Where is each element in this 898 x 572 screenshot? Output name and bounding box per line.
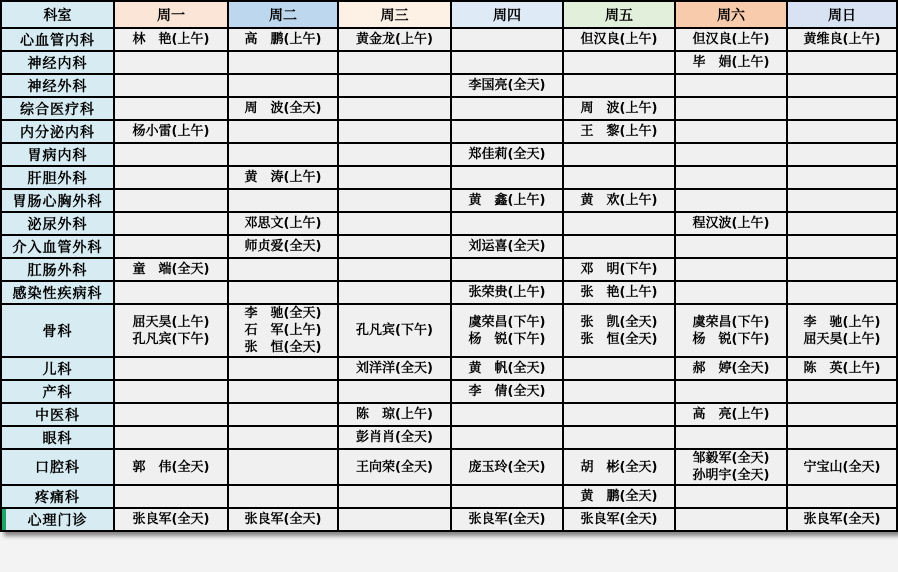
schedule-cell-7-1[interactable] bbox=[114, 189, 228, 212]
schedule-cell-4-4[interactable] bbox=[451, 120, 563, 143]
day-header-6[interactable]: 周六 bbox=[675, 1, 787, 28]
department-cell-11: 感染性疾病科 bbox=[1, 281, 114, 304]
schedule-cell-19-6[interactable] bbox=[675, 508, 787, 531]
schedule-cell-0-6[interactable] bbox=[675, 28, 787, 51]
schedule-entry: 刘洋洋(全天) bbox=[356, 361, 433, 376]
schedule-cell-0-4[interactable] bbox=[451, 28, 563, 51]
schedule-cell-13-2[interactable] bbox=[228, 357, 338, 380]
schedule-cell-13-6[interactable] bbox=[675, 357, 787, 380]
department-cell-0: 心血管内科 bbox=[1, 28, 114, 51]
schedule-cell-1-4[interactable] bbox=[451, 51, 563, 74]
schedule-cell-1-1[interactable] bbox=[114, 51, 228, 74]
schedule-cell-1-3[interactable] bbox=[338, 51, 451, 74]
day-header-3[interactable]: 周三 bbox=[338, 1, 451, 28]
schedule-cell-13-3[interactable] bbox=[338, 357, 451, 380]
table-row bbox=[1, 449, 897, 485]
schedule-cell-14-5[interactable] bbox=[563, 380, 675, 403]
schedule-cell-5-2[interactable] bbox=[228, 143, 338, 166]
schedule-entry: 张 艳(上午) bbox=[580, 285, 658, 300]
schedule-entry: 高 鹏(上午) bbox=[244, 32, 322, 47]
table-row bbox=[1, 281, 897, 304]
schedule-cell-15-7[interactable] bbox=[787, 403, 897, 426]
schedule-entry: 周 波(全天) bbox=[244, 101, 322, 116]
schedule-cell-13-1[interactable] bbox=[114, 357, 228, 380]
department-cell-1: 神经内科 bbox=[1, 51, 114, 74]
schedule-cell-0-2[interactable] bbox=[228, 28, 338, 51]
schedule-cell-7-7[interactable] bbox=[787, 189, 897, 212]
schedule-entry: 孔凡宾(下午) bbox=[356, 323, 433, 338]
schedule-cell-8-7[interactable] bbox=[787, 212, 897, 235]
corner-header-department: 科室 bbox=[1, 1, 114, 28]
schedule-cell-1-5[interactable] bbox=[563, 51, 675, 74]
schedule-cell-0-3[interactable] bbox=[338, 28, 451, 51]
schedule-entry: 毕 娟(上午) bbox=[692, 55, 770, 70]
table-row bbox=[1, 166, 897, 189]
schedule-cell-6-5[interactable] bbox=[563, 166, 675, 189]
schedule-entry: 李 驰(上午) bbox=[803, 314, 881, 330]
schedule-cell-5-1[interactable] bbox=[114, 143, 228, 166]
schedule-cell-14-6[interactable] bbox=[675, 380, 787, 403]
day-header-7[interactable]: 周日 bbox=[787, 1, 897, 28]
schedule-entry: 李国亮(全天) bbox=[468, 78, 546, 93]
department-cell-7: 胃肠心胸外科 bbox=[1, 189, 114, 212]
schedule-cell-4-5[interactable] bbox=[563, 120, 675, 143]
schedule-entry: 邹毅军(全天) bbox=[692, 451, 770, 466]
schedule-entry: 孙明宇(全天) bbox=[692, 468, 770, 483]
schedule-cell-11-6[interactable] bbox=[675, 281, 787, 304]
department-cell-4: 内分泌内科 bbox=[1, 120, 114, 143]
department-cell-19: 心理门诊 bbox=[1, 508, 114, 531]
schedule-cell-3-7[interactable] bbox=[787, 97, 897, 120]
schedule-cell-7-3[interactable] bbox=[338, 189, 451, 212]
schedule-entry: 程汉波(上午) bbox=[692, 216, 770, 231]
schedule-cell-19-3[interactable] bbox=[338, 508, 451, 531]
day-header-2[interactable]: 周二 bbox=[228, 1, 338, 28]
schedule-cell-13-7[interactable] bbox=[787, 357, 897, 380]
schedule-entry: 虞荣昌(下午) bbox=[468, 314, 546, 330]
table-row bbox=[1, 189, 897, 212]
schedule-cell-6-1[interactable] bbox=[114, 166, 228, 189]
schedule-entry: 张 凯(全天) bbox=[580, 314, 658, 330]
schedule-cell-5-5[interactable] bbox=[563, 143, 675, 166]
schedule-cell-2-7[interactable] bbox=[787, 74, 897, 97]
schedule-cell-18-1[interactable] bbox=[114, 485, 228, 508]
schedule-cell-4-1[interactable] bbox=[114, 120, 228, 143]
schedule-entry: 黄维良(上午) bbox=[803, 32, 881, 47]
schedule-cell-19-7[interactable] bbox=[787, 508, 897, 531]
schedule-entry: 王向荣(全天) bbox=[356, 459, 433, 475]
schedule-cell-2-3[interactable] bbox=[338, 74, 451, 97]
schedule-entry: 高 亮(上午) bbox=[692, 407, 770, 422]
schedule-entry: 周 波(上午) bbox=[580, 101, 658, 116]
day-header-5[interactable]: 周五 bbox=[563, 1, 675, 28]
schedule-cell-19-1[interactable] bbox=[114, 508, 228, 531]
table-row bbox=[1, 304, 897, 357]
schedule-cell-0-7[interactable] bbox=[787, 28, 897, 51]
schedule-entry: 彭肖肖(全天) bbox=[356, 430, 433, 445]
department-cell-9: 介入血管外科 bbox=[1, 235, 114, 258]
schedule-cell-9-4[interactable] bbox=[451, 235, 563, 258]
schedule-cell-9-7[interactable] bbox=[787, 235, 897, 258]
schedule-cell-19-4[interactable] bbox=[451, 508, 563, 531]
schedule-entry: 但汉良(上午) bbox=[580, 32, 658, 47]
schedule-entry: 杨 锐(下午) bbox=[468, 331, 546, 347]
schedule-cell-10-6[interactable] bbox=[675, 258, 787, 281]
schedule-cell-5-6[interactable] bbox=[675, 143, 787, 166]
schedule-cell-18-3[interactable] bbox=[338, 485, 451, 508]
schedule-entry: 但汉良(上午) bbox=[692, 32, 770, 47]
schedule-entry: 虞荣昌(下午) bbox=[692, 314, 770, 330]
schedule-cell-10-4[interactable] bbox=[451, 258, 563, 281]
schedule-cell-6-7[interactable] bbox=[787, 166, 897, 189]
schedule-cell-9-2[interactable] bbox=[228, 235, 338, 258]
schedule-cell-18-4[interactable] bbox=[451, 485, 563, 508]
schedule-cell-19-5[interactable] bbox=[563, 508, 675, 531]
schedule-cell-15-3[interactable] bbox=[338, 403, 451, 426]
department-cell-16: 眼科 bbox=[1, 426, 114, 449]
schedule-entry: 杨 锐(下午) bbox=[692, 331, 770, 347]
schedule-cell-16-7[interactable] bbox=[787, 426, 897, 449]
department-cell-3: 综合医疗科 bbox=[1, 97, 114, 120]
table-row bbox=[1, 357, 897, 380]
schedule-cell-17-7[interactable] bbox=[787, 449, 897, 485]
schedule-cell-10-5[interactable] bbox=[563, 258, 675, 281]
schedule-entry: 郑佳莉(全天) bbox=[468, 147, 546, 162]
schedule-cell-14-7[interactable] bbox=[787, 380, 897, 403]
schedule-cell-15-6[interactable] bbox=[675, 403, 787, 426]
schedule-entry: 黄 涛(上午) bbox=[244, 170, 322, 185]
schedule-entry: 李 倩(全天) bbox=[468, 384, 546, 399]
schedule-cell-14-1[interactable] bbox=[114, 380, 228, 403]
schedule-cell-9-5[interactable] bbox=[563, 235, 675, 258]
schedule-cell-8-3[interactable] bbox=[338, 212, 451, 235]
schedule-cell-15-1[interactable] bbox=[114, 403, 228, 426]
day-header-1[interactable]: 周一 bbox=[114, 1, 228, 28]
schedule-cell-17-5[interactable] bbox=[563, 449, 675, 485]
schedule-cell-10-1[interactable] bbox=[114, 258, 228, 281]
schedule-cell-4-6[interactable] bbox=[675, 120, 787, 143]
schedule-cell-17-6[interactable] bbox=[675, 449, 787, 485]
schedule-cell-4-3[interactable] bbox=[338, 120, 451, 143]
schedule-cell-12-5[interactable] bbox=[563, 304, 675, 357]
schedule-cell-3-5[interactable] bbox=[563, 97, 675, 120]
schedule-cell-7-6[interactable] bbox=[675, 189, 787, 212]
schedule-entry: 陈 琼(上午) bbox=[356, 407, 433, 422]
schedule-entry: 童 端(全天) bbox=[132, 262, 210, 277]
schedule-cell-6-3[interactable] bbox=[338, 166, 451, 189]
schedule-cell-12-7[interactable] bbox=[787, 304, 897, 357]
table-row bbox=[1, 120, 897, 143]
schedule-cell-17-1[interactable] bbox=[114, 449, 228, 485]
department-cell-15: 中医科 bbox=[1, 403, 114, 426]
schedule-cell-17-3[interactable] bbox=[338, 449, 451, 485]
schedule-cell-10-7[interactable] bbox=[787, 258, 897, 281]
schedule-cell-13-4[interactable] bbox=[451, 357, 563, 380]
schedule-cell-6-4[interactable] bbox=[451, 166, 563, 189]
schedule-cell-11-7[interactable] bbox=[787, 281, 897, 304]
schedule-cell-3-3[interactable] bbox=[338, 97, 451, 120]
department-cell-6: 肝胆外科 bbox=[1, 166, 114, 189]
schedule-cell-0-1[interactable] bbox=[114, 28, 228, 51]
schedule-entry: 郭 伟(全天) bbox=[132, 459, 210, 475]
schedule-entry: 李 驰(全天) bbox=[244, 306, 322, 321]
schedule-cell-5-3[interactable] bbox=[338, 143, 451, 166]
schedule-cell-5-4[interactable] bbox=[451, 143, 563, 166]
schedule-cell-10-3[interactable] bbox=[338, 258, 451, 281]
schedule-entry: 张良军(全天) bbox=[803, 512, 881, 527]
department-cell-10: 肛肠外科 bbox=[1, 258, 114, 281]
schedule-entry: 王 黎(上午) bbox=[580, 124, 658, 139]
schedule-cell-16-4[interactable] bbox=[451, 426, 563, 449]
schedule-cell-2-1[interactable] bbox=[114, 74, 228, 97]
schedule-cell-13-5[interactable] bbox=[563, 357, 675, 380]
schedule-cell-11-5[interactable] bbox=[563, 281, 675, 304]
schedule-cell-2-2[interactable] bbox=[228, 74, 338, 97]
schedule-cell-1-7[interactable] bbox=[787, 51, 897, 74]
table-row bbox=[1, 212, 897, 235]
schedule-cell-10-2[interactable] bbox=[228, 258, 338, 281]
schedule-cell-12-1[interactable] bbox=[114, 304, 228, 357]
table-row bbox=[1, 485, 897, 508]
schedule-cell-14-4[interactable] bbox=[451, 380, 563, 403]
schedule-entry: 屈天昊(上午) bbox=[803, 331, 881, 347]
schedule-entry: 郝 婷(全天) bbox=[692, 361, 770, 376]
table-row bbox=[1, 426, 897, 449]
schedule-entry: 张 恒(全天) bbox=[244, 340, 322, 355]
schedule-cell-18-6[interactable] bbox=[675, 485, 787, 508]
schedule-cell-4-2[interactable] bbox=[228, 120, 338, 143]
schedule-cell-9-3[interactable] bbox=[338, 235, 451, 258]
schedule-cell-4-7[interactable] bbox=[787, 120, 897, 143]
schedule-entry: 石 军(上午) bbox=[244, 323, 322, 338]
schedule-entry: 杨小雷(上午) bbox=[132, 124, 210, 139]
schedule-entry: 张荣贵(上午) bbox=[468, 285, 546, 300]
department-cell-17: 口腔科 bbox=[1, 449, 114, 485]
department-cell-5: 胃病内科 bbox=[1, 143, 114, 166]
schedule-cell-11-4[interactable] bbox=[451, 281, 563, 304]
schedule-cell-8-5[interactable] bbox=[563, 212, 675, 235]
schedule-cell-17-2[interactable] bbox=[228, 449, 338, 485]
schedule-cell-18-7[interactable] bbox=[787, 485, 897, 508]
schedule-cell-8-2[interactable] bbox=[228, 212, 338, 235]
schedule-cell-2-4[interactable] bbox=[451, 74, 563, 97]
schedule-entry: 张 恒(全天) bbox=[580, 331, 658, 347]
schedule-cell-11-1[interactable] bbox=[114, 281, 228, 304]
schedule-cell-5-7[interactable] bbox=[787, 143, 897, 166]
department-cell-13: 儿科 bbox=[1, 357, 114, 380]
schedule-cell-17-4[interactable] bbox=[451, 449, 563, 485]
schedule-cell-12-3[interactable] bbox=[338, 304, 451, 357]
department-cell-8: 泌尿外科 bbox=[1, 212, 114, 235]
header-row bbox=[1, 1, 897, 28]
schedule-cell-3-2[interactable] bbox=[228, 97, 338, 120]
day-header-4[interactable]: 周四 bbox=[451, 1, 563, 28]
schedule-cell-3-4[interactable] bbox=[451, 97, 563, 120]
schedule-entry: 孔凡宾(下午) bbox=[132, 331, 210, 347]
schedule-entry: 张良军(全天) bbox=[580, 512, 658, 527]
schedule-entry: 庞玉玲(全天) bbox=[468, 459, 546, 475]
schedule-entry: 胡 彬(全天) bbox=[580, 459, 658, 475]
schedule-entry: 宁宝山(全天) bbox=[803, 459, 881, 475]
schedule-entry: 张良军(全天) bbox=[468, 512, 546, 527]
schedule-entry: 黄 帆(全天) bbox=[468, 361, 546, 376]
schedule-entry: 刘运喜(全天) bbox=[468, 239, 546, 254]
schedule-cell-16-1[interactable] bbox=[114, 426, 228, 449]
schedule-entry: 黄 鑫(上午) bbox=[468, 193, 546, 208]
schedule-cell-7-5[interactable] bbox=[563, 189, 675, 212]
schedule-entry: 师贞爱(全天) bbox=[244, 239, 322, 254]
schedule-cell-18-2[interactable] bbox=[228, 485, 338, 508]
schedule-cell-16-6[interactable] bbox=[675, 426, 787, 449]
schedule-cell-16-2[interactable] bbox=[228, 426, 338, 449]
schedule-cell-15-5[interactable] bbox=[563, 403, 675, 426]
schedule-entry: 陈 英(上午) bbox=[803, 361, 881, 376]
schedule-cell-7-2[interactable] bbox=[228, 189, 338, 212]
schedule-entry: 林 艳(上午) bbox=[132, 32, 210, 47]
department-cell-12: 骨科 bbox=[1, 304, 114, 357]
schedule-cell-2-6[interactable] bbox=[675, 74, 787, 97]
schedule-cell-6-2[interactable] bbox=[228, 166, 338, 189]
schedule-cell-2-5[interactable] bbox=[563, 74, 675, 97]
schedule-entry: 黄 鹏(全天) bbox=[580, 489, 658, 504]
schedule-entry: 屈天昊(上午) bbox=[132, 314, 210, 330]
table-row bbox=[1, 28, 897, 51]
schedule-entry: 邓 明(下午) bbox=[580, 262, 658, 277]
table-row bbox=[1, 97, 897, 120]
schedule-entry: 张良军(全天) bbox=[132, 512, 210, 527]
schedule-cell-6-6[interactable] bbox=[675, 166, 787, 189]
table-row bbox=[1, 235, 897, 258]
schedule-entry: 张良军(全天) bbox=[244, 512, 322, 527]
table-row bbox=[1, 74, 897, 97]
schedule-cell-12-4[interactable] bbox=[451, 304, 563, 357]
schedule-cell-14-3[interactable] bbox=[338, 380, 451, 403]
schedule-cell-15-2[interactable] bbox=[228, 403, 338, 426]
schedule-cell-8-1[interactable] bbox=[114, 212, 228, 235]
table-row bbox=[1, 51, 897, 74]
schedule-cell-8-4[interactable] bbox=[451, 212, 563, 235]
schedule-cell-9-1[interactable] bbox=[114, 235, 228, 258]
schedule-cell-11-2[interactable] bbox=[228, 281, 338, 304]
schedule-cell-3-1[interactable] bbox=[114, 97, 228, 120]
table-row bbox=[1, 403, 897, 426]
schedule-cell-14-2[interactable] bbox=[228, 380, 338, 403]
table-row bbox=[1, 508, 897, 531]
schedule-cell-15-4[interactable] bbox=[451, 403, 563, 426]
schedule-cell-0-5[interactable] bbox=[563, 28, 675, 51]
schedule-cell-9-6[interactable] bbox=[675, 235, 787, 258]
schedule-cell-1-2[interactable] bbox=[228, 51, 338, 74]
schedule-entry: 黄 欢(上午) bbox=[580, 193, 658, 208]
department-cell-18: 疼痛科 bbox=[1, 485, 114, 508]
schedule-cell-11-3[interactable] bbox=[338, 281, 451, 304]
schedule-cell-1-6[interactable] bbox=[675, 51, 787, 74]
schedule-cell-12-2[interactable] bbox=[228, 304, 338, 357]
schedule-cell-18-5[interactable] bbox=[563, 485, 675, 508]
schedule-cell-16-3[interactable] bbox=[338, 426, 451, 449]
table-row bbox=[1, 143, 897, 166]
table-row bbox=[1, 380, 897, 403]
department-cell-14: 产科 bbox=[1, 380, 114, 403]
schedule-cell-7-4[interactable] bbox=[451, 189, 563, 212]
schedule-cell-8-6[interactable] bbox=[675, 212, 787, 235]
schedule-cell-16-5[interactable] bbox=[563, 426, 675, 449]
schedule-entry: 邓思文(上午) bbox=[244, 216, 322, 231]
schedule-cell-3-6[interactable] bbox=[675, 97, 787, 120]
schedule-cell-12-6[interactable] bbox=[675, 304, 787, 357]
schedule-cell-19-2[interactable] bbox=[228, 508, 338, 531]
table-row bbox=[1, 258, 897, 281]
schedule-entry: 黄金龙(上午) bbox=[356, 32, 433, 47]
department-cell-2: 神经外科 bbox=[1, 74, 114, 97]
